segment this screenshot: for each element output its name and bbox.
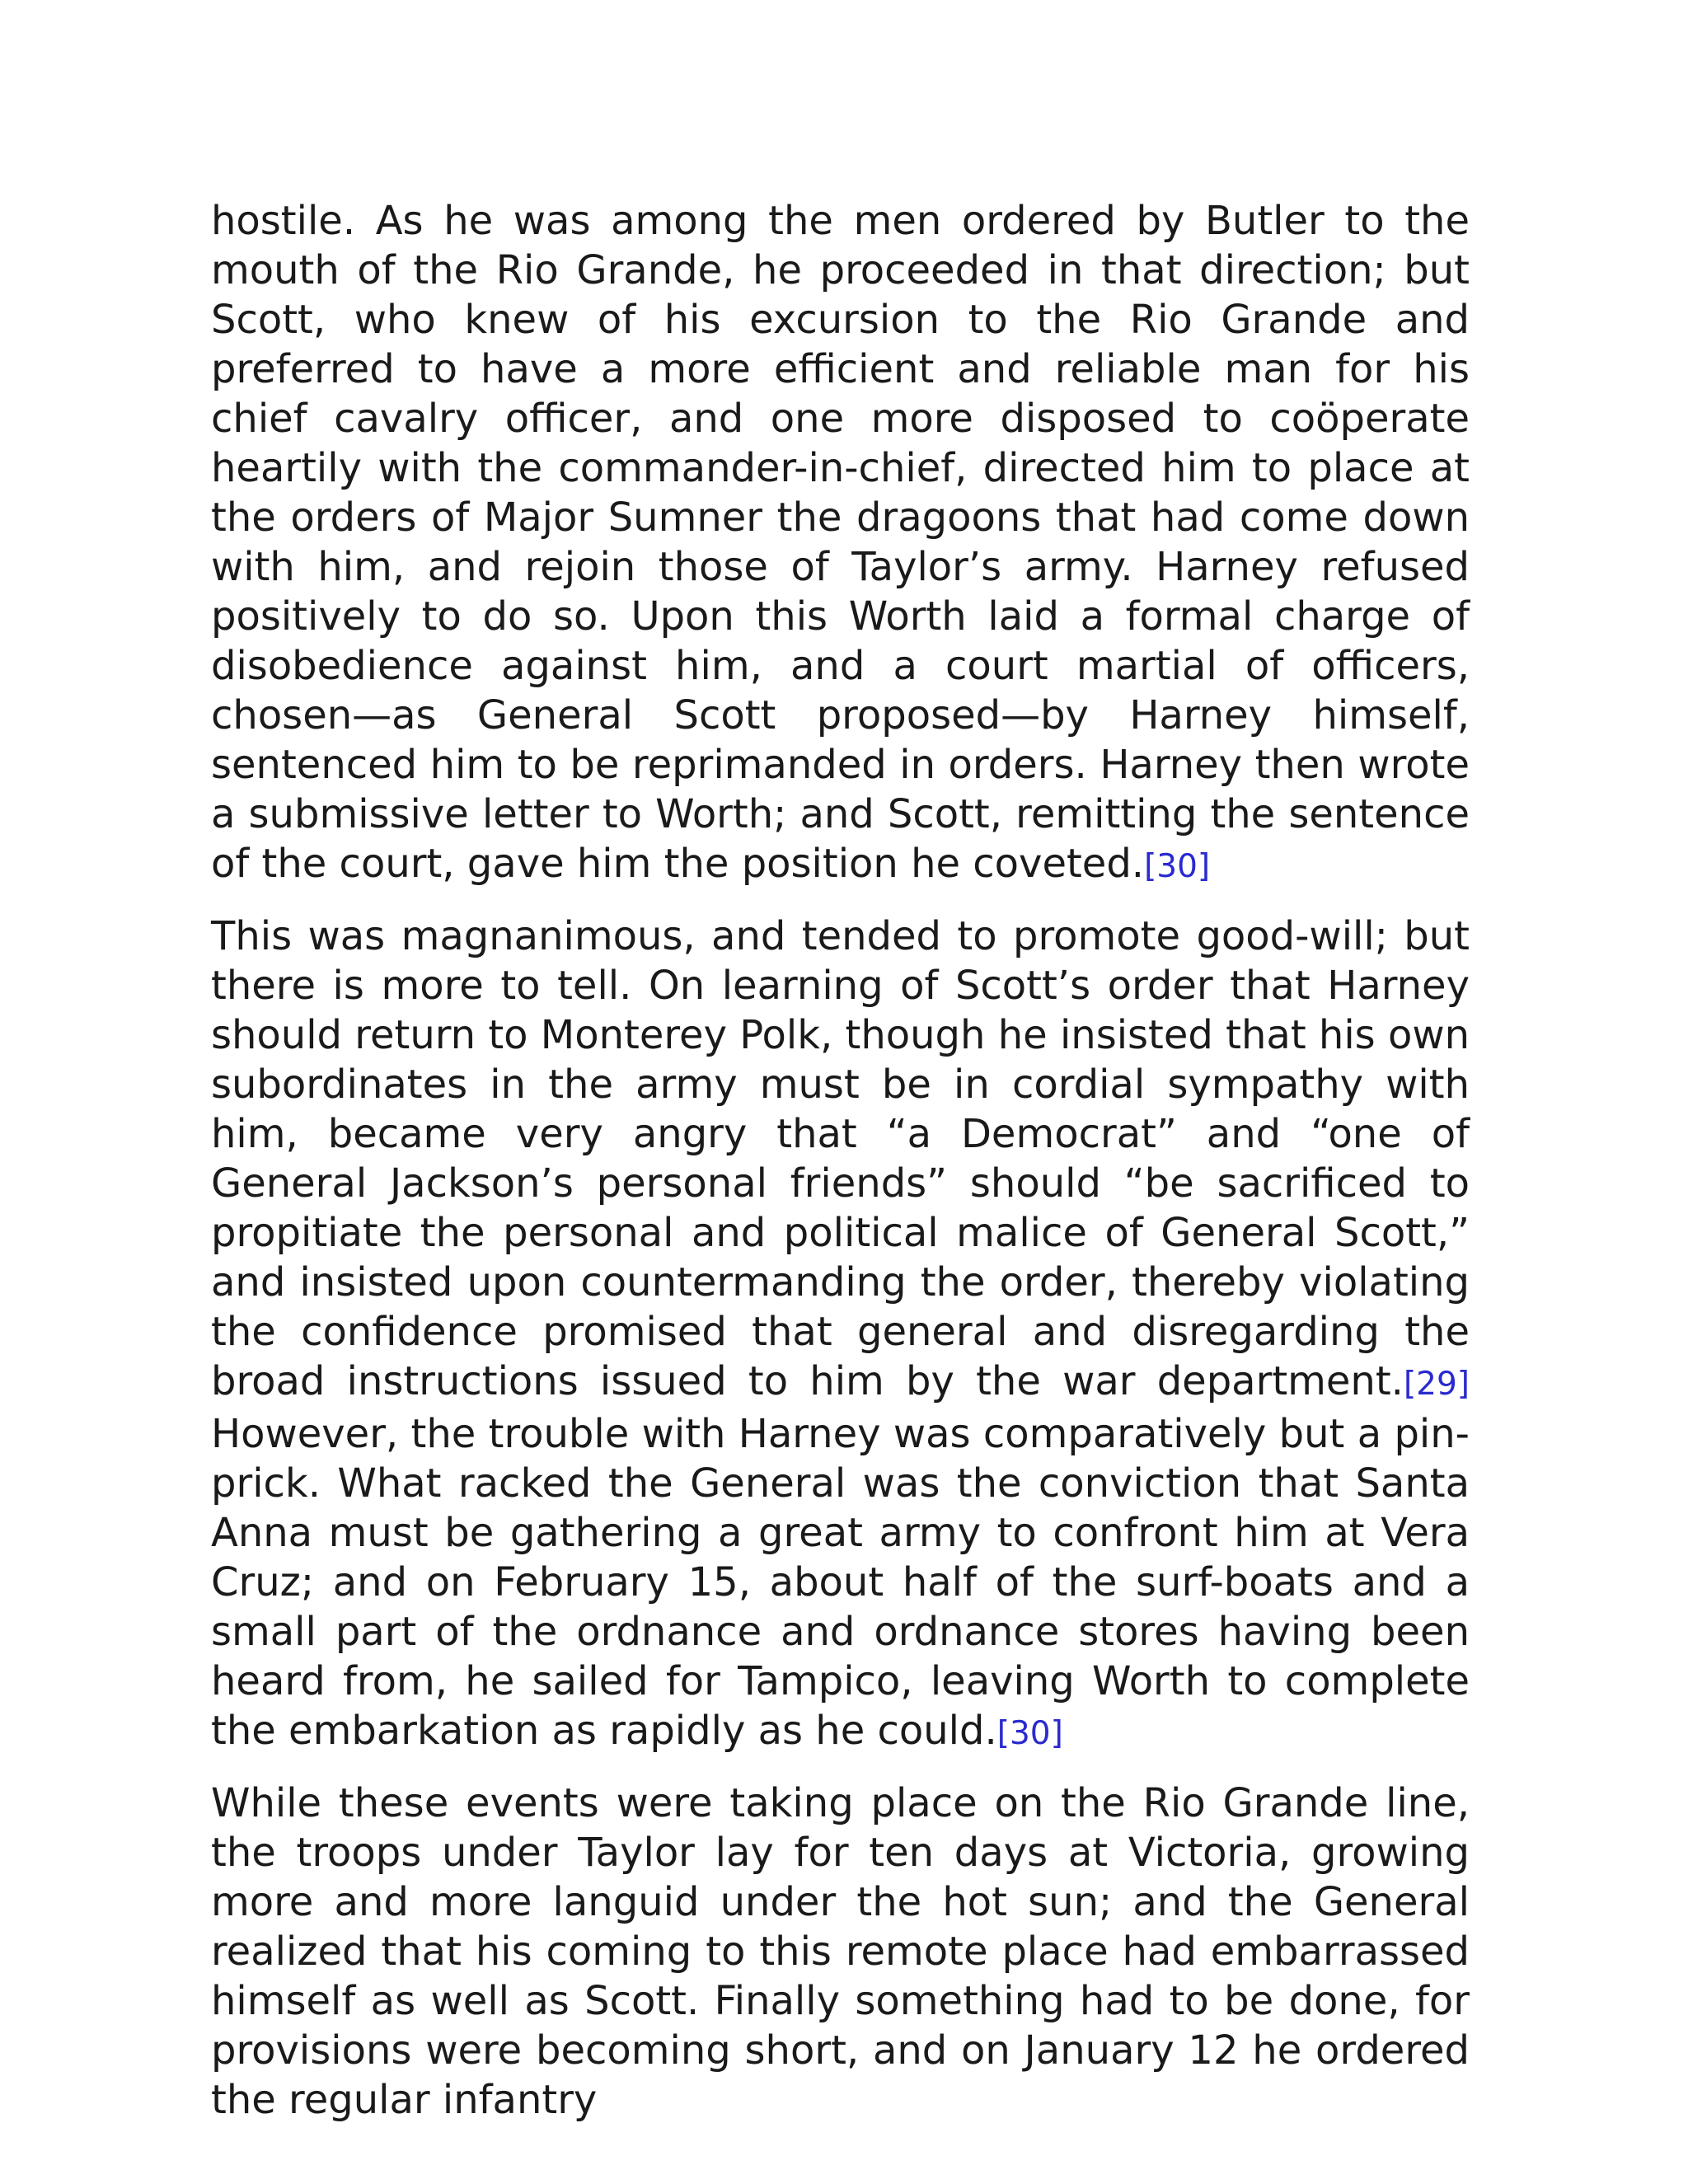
- footnote-link[interactable]: [30]: [996, 1715, 1063, 1752]
- paragraph-text: This was magnanimous, and tended to promote good-will; but there is more to tell. On learning of Scott’s order that Harney should return to Monterey Polk, though he insisted that his own subordinates in the army must be in cordial sympathy with him, became very angry that “a Democrat” and “one of General Jackson’s personal friends” should “be sacrificed to propitiate the personal and political malice of General Scott,” and insisted upon countermanding the order, thereby violating the confidence promised that general and disregarding the broad instructions issued to him by the war department.: [211, 913, 1470, 1404]
- document-page: [211, 196, 1470, 2144]
- paragraph-3: [211, 1779, 1470, 2125]
- paragraph-text: While these events were taking place on the Rio Grande line, the troops under Taylor lay for ten days at Victoria, growing more and more languid under the hot sun; and the General realized that his coming to this remote place had embarrassed himself as well as Scott. Finally something had to be done, for provisions were becoming short, and on January 12 he ordered the regular infantry: [211, 1780, 1470, 2123]
- paragraph-text: hostile. As he was among the men ordered by Butler to the mouth of the Rio Grande, he proceeded in that direction; but Scott, who knew of his excursion to the Rio Grande and preferred to have a more efficient and reliable man for his chief cavalry officer, and one more disposed to coöperate heartily with the commander-in-chief, directed him to place at the orders of Major Sumner the dragoons that had come down with him, and rejoin those of Taylor’s army. Harney refused positively to do so. Upon this Worth laid a formal charge of disobedience against him, and a court martial of officers, chosen—as General Scott proposed—by Harney himself, sentenced him to be reprimanded in orders. Harney then wrote a submissive letter to Worth; and Scott, remitting the sentence of the court, gave him the position he coveted.: [211, 198, 1470, 887]
- paragraph-text: However, the trouble with Harney was comparatively but a pin-prick. What racked the General was the conviction that Santa Anna must be gathering a great army to confront him at Vera Cruz; and on February 15, about half of the surf-boats and a small part of the ordnance and ordnance stores having been heard from, he sailed for Tampico, leaving Worth to complete the embarkation as rapidly as he could.: [211, 1411, 1470, 1754]
- paragraph-1: [211, 196, 1470, 892]
- footnote-link[interactable]: [29]: [1403, 1366, 1470, 1403]
- footnote-link[interactable]: [30]: [1144, 848, 1211, 885]
- paragraph-2: [211, 912, 1470, 1759]
